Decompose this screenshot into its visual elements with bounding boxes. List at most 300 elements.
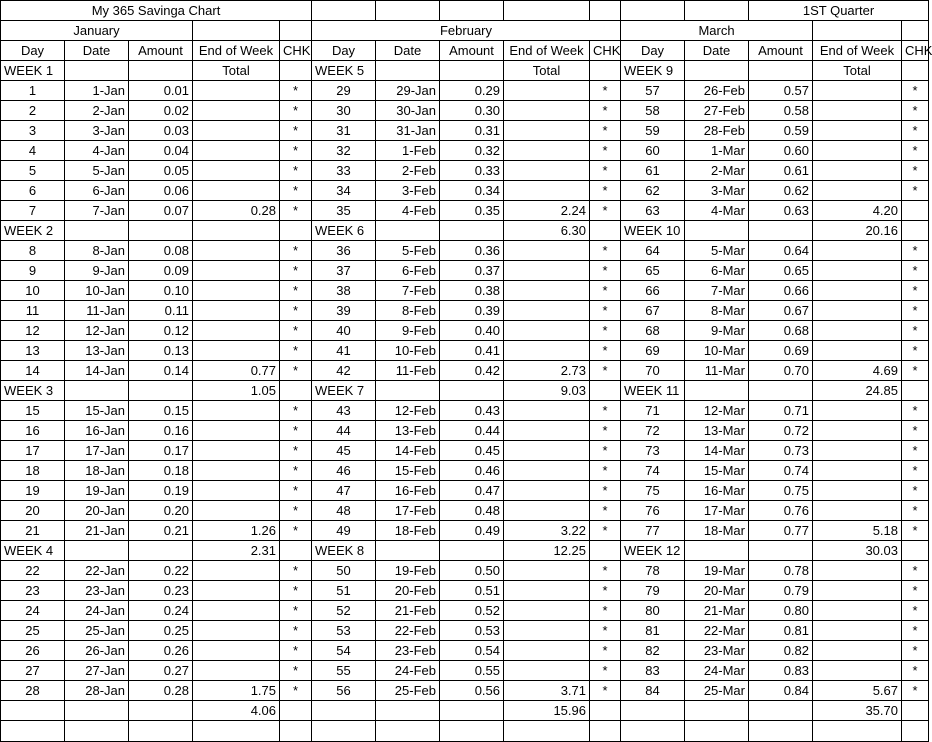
day-number: 1 [1,81,65,101]
amount-value: 0.75 [749,481,813,501]
cell [902,721,929,742]
cell [504,321,590,341]
check-mark: * [590,101,621,121]
day-row [1,501,929,521]
day-number: 17 [1,441,65,461]
check-mark: * [280,521,312,541]
final-total-row [1,701,929,721]
day-number: 78 [621,561,685,581]
check-mark: * [902,481,929,501]
day-number: 22 [1,561,65,581]
cell [193,141,280,161]
cell [376,721,440,742]
cell [813,581,902,601]
date-value: 20-Mar [685,581,749,601]
cell [813,721,902,742]
cell [376,701,440,721]
end-of-week-value: 3.22 [504,521,590,541]
cell [193,21,280,41]
day-number: 24 [1,601,65,621]
day-number: 61 [621,161,685,181]
day-header: Day [1,41,65,61]
date-value: 7-Mar [685,281,749,301]
amount-value: 0.20 [129,501,193,521]
cell [440,381,504,401]
check-mark: * [280,581,312,601]
day-number: 41 [312,341,376,361]
cell [813,321,902,341]
amount-value: 0.14 [129,361,193,381]
quarter-label: 1ST Quarter [749,1,929,21]
amount-value: 0.13 [129,341,193,361]
day-number: 3 [1,121,65,141]
amount-value: 0.80 [749,601,813,621]
cell [813,101,902,121]
date-value: 7-Jan [65,201,129,221]
cell [504,661,590,681]
date-value: 13-Mar [685,421,749,441]
cell [621,701,685,721]
amount-header: Amount [129,41,193,61]
date-value: 30-Jan [376,101,440,121]
cell [685,61,749,81]
cell [193,641,280,661]
check-mark: * [902,261,929,281]
date-value: 1-Mar [685,141,749,161]
date-value: 29-Jan [376,81,440,101]
day-number: 68 [621,321,685,341]
day-number: 51 [312,581,376,601]
day-row [1,681,929,701]
week-label: WEEK 7 [312,381,376,401]
date-value: 11-Feb [376,361,440,381]
day-number: 37 [312,261,376,281]
cell [193,461,280,481]
cell [280,221,312,241]
day-number: 74 [621,461,685,481]
check-mark: * [280,401,312,421]
check-mark: * [590,301,621,321]
check-mark: * [590,501,621,521]
day-number: 62 [621,181,685,201]
cumulative-total: 9.03 [504,381,590,401]
date-value: 18-Feb [376,521,440,541]
cell [440,1,504,21]
cell [813,441,902,461]
check-mark: * [902,641,929,661]
cell [749,721,813,742]
check-mark: * [590,441,621,461]
date-value: 6-Jan [65,181,129,201]
check-mark: * [280,501,312,521]
cumulative-total: 6.30 [504,221,590,241]
cell [813,481,902,501]
check-mark: * [280,421,312,441]
check-mark: * [902,681,929,701]
amount-value: 0.33 [440,161,504,181]
date-value: 28-Jan [65,681,129,701]
cumulative-total [193,221,280,241]
amount-value: 0.51 [440,581,504,601]
cell [129,721,193,742]
check-mark: * [280,321,312,341]
cumulative-total: 20.16 [813,221,902,241]
end-of-week-value: 1.75 [193,681,280,701]
cell [376,1,440,21]
month-march: March [621,21,813,41]
check-mark: * [590,81,621,101]
check-mark: * [280,601,312,621]
day-number: 14 [1,361,65,381]
check-mark: * [590,521,621,541]
cell [129,541,193,561]
date-value: 3-Feb [376,181,440,201]
cell [590,221,621,241]
day-number: 65 [621,261,685,281]
day-number: 55 [312,661,376,681]
day-row [1,201,929,221]
check-mark: * [280,141,312,161]
cell [504,181,590,201]
cell [193,441,280,461]
day-number: 83 [621,661,685,681]
date-value: 14-Feb [376,441,440,461]
amount-value: 0.83 [749,661,813,681]
cell [440,701,504,721]
check-mark: * [590,601,621,621]
amount-value: 0.62 [749,181,813,201]
cell [193,621,280,641]
day-number: 44 [312,421,376,441]
cell [504,641,590,661]
check-mark: * [590,181,621,201]
amount-header: Amount [749,41,813,61]
day-row [1,421,929,441]
cell [312,721,376,742]
day-number: 9 [1,261,65,281]
cell [129,221,193,241]
date-value: 19-Feb [376,561,440,581]
cell [312,701,376,721]
day-row [1,661,929,681]
cell [749,221,813,241]
cell [65,381,129,401]
check-mark: * [902,561,929,581]
date-value: 25-Jan [65,621,129,641]
check-mark: * [590,581,621,601]
day-number: 15 [1,401,65,421]
day-number: 19 [1,481,65,501]
chk-header: CHK [902,41,929,61]
check-mark: * [280,561,312,581]
date-value: 5-Jan [65,161,129,181]
cell [504,401,590,421]
day-number: 23 [1,581,65,601]
cell [376,541,440,561]
day-number: 79 [621,581,685,601]
amount-value: 0.63 [749,201,813,221]
cell [504,421,590,441]
date-value: 22-Feb [376,621,440,641]
date-value: 8-Jan [65,241,129,261]
date-value: 20-Jan [65,501,129,521]
date-value: 11-Mar [685,361,749,381]
cell [504,501,590,521]
check-mark: * [590,201,621,221]
day-number: 60 [621,141,685,161]
week-label: WEEK 4 [1,541,65,561]
date-value: 15-Jan [65,401,129,421]
cell [129,701,193,721]
cell [129,61,193,81]
day-number: 53 [312,621,376,641]
cell [813,501,902,521]
day-number: 66 [621,281,685,301]
check-mark: * [902,101,929,121]
cell [749,701,813,721]
check-mark: * [590,401,621,421]
cell [504,1,590,21]
check-mark: * [902,601,929,621]
week-label: WEEK 5 [312,61,376,81]
date-value: 26-Feb [685,81,749,101]
day-number: 57 [621,81,685,101]
cell [621,1,685,21]
cell [280,541,312,561]
end-of-week-value: 3.71 [504,681,590,701]
amount-value: 0.16 [129,421,193,441]
week-label: WEEK 11 [621,381,685,401]
cell [193,321,280,341]
cell [65,701,129,721]
date-value: 16-Jan [65,421,129,441]
end-of-week-value: 0.28 [193,201,280,221]
day-number: 77 [621,521,685,541]
date-value: 15-Feb [376,461,440,481]
cell [280,21,312,41]
cell [193,121,280,141]
cell [813,341,902,361]
cell [813,601,902,621]
check-mark: * [280,281,312,301]
day-number: 18 [1,461,65,481]
cell [504,301,590,321]
date-value: 2-Feb [376,161,440,181]
amount-value: 0.17 [129,441,193,461]
date-value: 27-Feb [685,101,749,121]
cell [1,721,65,742]
check-mark: * [280,81,312,101]
date-value: 12-Jan [65,321,129,341]
amount-value: 0.50 [440,561,504,581]
date-value: 24-Feb [376,661,440,681]
day-number: 42 [312,361,376,381]
date-value: 19-Mar [685,561,749,581]
end-of-week-value: 2.73 [504,361,590,381]
date-value: 23-Jan [65,581,129,601]
cell [813,461,902,481]
cell [440,541,504,561]
amount-value: 0.59 [749,121,813,141]
cell [621,721,685,742]
date-value: 16-Mar [685,481,749,501]
check-mark: * [280,621,312,641]
day-number: 27 [1,661,65,681]
amount-value: 0.01 [129,81,193,101]
cell [193,301,280,321]
day-row [1,161,929,181]
cell [440,61,504,81]
check-mark: * [902,421,929,441]
day-row [1,561,929,581]
cell [813,21,902,41]
check-mark: * [590,141,621,161]
date-value: 22-Jan [65,561,129,581]
amount-value: 0.48 [440,501,504,521]
day-number: 48 [312,501,376,521]
check-mark: * [280,681,312,701]
check-mark: * [280,121,312,141]
date-value: 25-Mar [685,681,749,701]
day-number: 5 [1,161,65,181]
amount-value: 0.55 [440,661,504,681]
day-row [1,481,929,501]
day-number: 28 [1,681,65,701]
check-mark: * [280,301,312,321]
cell [504,261,590,281]
cell [590,541,621,561]
amount-value: 0.66 [749,281,813,301]
cell [902,21,929,41]
check-mark: * [902,81,929,101]
day-row [1,301,929,321]
check-mark: * [590,481,621,501]
cell [504,461,590,481]
day-number: 16 [1,421,65,441]
cell [685,541,749,561]
day-row [1,401,929,421]
day-number: 43 [312,401,376,421]
week-label: WEEK 6 [312,221,376,241]
amount-value: 0.64 [749,241,813,261]
amount-value: 0.42 [440,361,504,381]
date-value: 27-Jan [65,661,129,681]
day-row [1,101,929,121]
cell [504,581,590,601]
date-header: Date [65,41,129,61]
cumulative-total: 12.25 [504,541,590,561]
date-value: 31-Jan [376,121,440,141]
cell [65,61,129,81]
amount-value: 0.12 [129,321,193,341]
check-mark: * [590,621,621,641]
amount-value: 0.76 [749,501,813,521]
day-row [1,141,929,161]
week-label-row [1,61,929,81]
check-mark: * [590,241,621,261]
amount-value: 0.46 [440,461,504,481]
day-number: 20 [1,501,65,521]
check-mark: * [590,461,621,481]
check-mark: * [590,341,621,361]
amount-value: 0.78 [749,561,813,581]
date-value: 24-Jan [65,601,129,621]
day-number: 64 [621,241,685,261]
day-number: 4 [1,141,65,161]
day-row [1,81,929,101]
cell [193,281,280,301]
cell [193,161,280,181]
week-label-row [1,381,929,401]
check-mark: * [280,481,312,501]
date-value: 12-Feb [376,401,440,421]
date-value: 21-Mar [685,601,749,621]
day-number: 32 [312,141,376,161]
day-header: Day [312,41,376,61]
date-value: 8-Mar [685,301,749,321]
day-row [1,261,929,281]
amount-value: 0.67 [749,301,813,321]
week-label: WEEK 10 [621,221,685,241]
cell [902,221,929,241]
amount-value: 0.18 [129,461,193,481]
day-row [1,341,929,361]
day-row [1,181,929,201]
total-label: Total [504,61,590,81]
day-number: 52 [312,601,376,621]
cell [902,541,929,561]
month-february: February [312,21,621,41]
day-number: 29 [312,81,376,101]
amount-value: 0.22 [129,561,193,581]
cell [749,61,813,81]
date-value: 10-Mar [685,341,749,361]
cell [590,1,621,21]
check-mark: * [902,401,929,421]
cell [193,181,280,201]
cell [440,221,504,241]
cell [504,281,590,301]
day-number: 26 [1,641,65,661]
cell [813,161,902,181]
cell [504,721,590,742]
week-label-row [1,221,929,241]
check-mark: * [280,661,312,681]
amount-value: 0.39 [440,301,504,321]
end-of-week-value: 2.24 [504,201,590,221]
check-mark: * [590,281,621,301]
cell [504,601,590,621]
amount-value: 0.41 [440,341,504,361]
amount-value: 0.23 [129,581,193,601]
day-number: 11 [1,301,65,321]
check-mark: * [280,461,312,481]
day-number: 10 [1,281,65,301]
day-row [1,521,929,541]
cumulative-total: 1.05 [193,381,280,401]
month-row [1,21,929,41]
check-mark: * [902,461,929,481]
cumulative-total: 24.85 [813,381,902,401]
cell [902,701,929,721]
week-label: WEEK 3 [1,381,65,401]
final-total: 35.70 [813,701,902,721]
amount-value: 0.68 [749,321,813,341]
amount-value: 0.70 [749,361,813,381]
end-of-week-header: End of Week [193,41,280,61]
amount-value: 0.36 [440,241,504,261]
day-number: 21 [1,521,65,541]
